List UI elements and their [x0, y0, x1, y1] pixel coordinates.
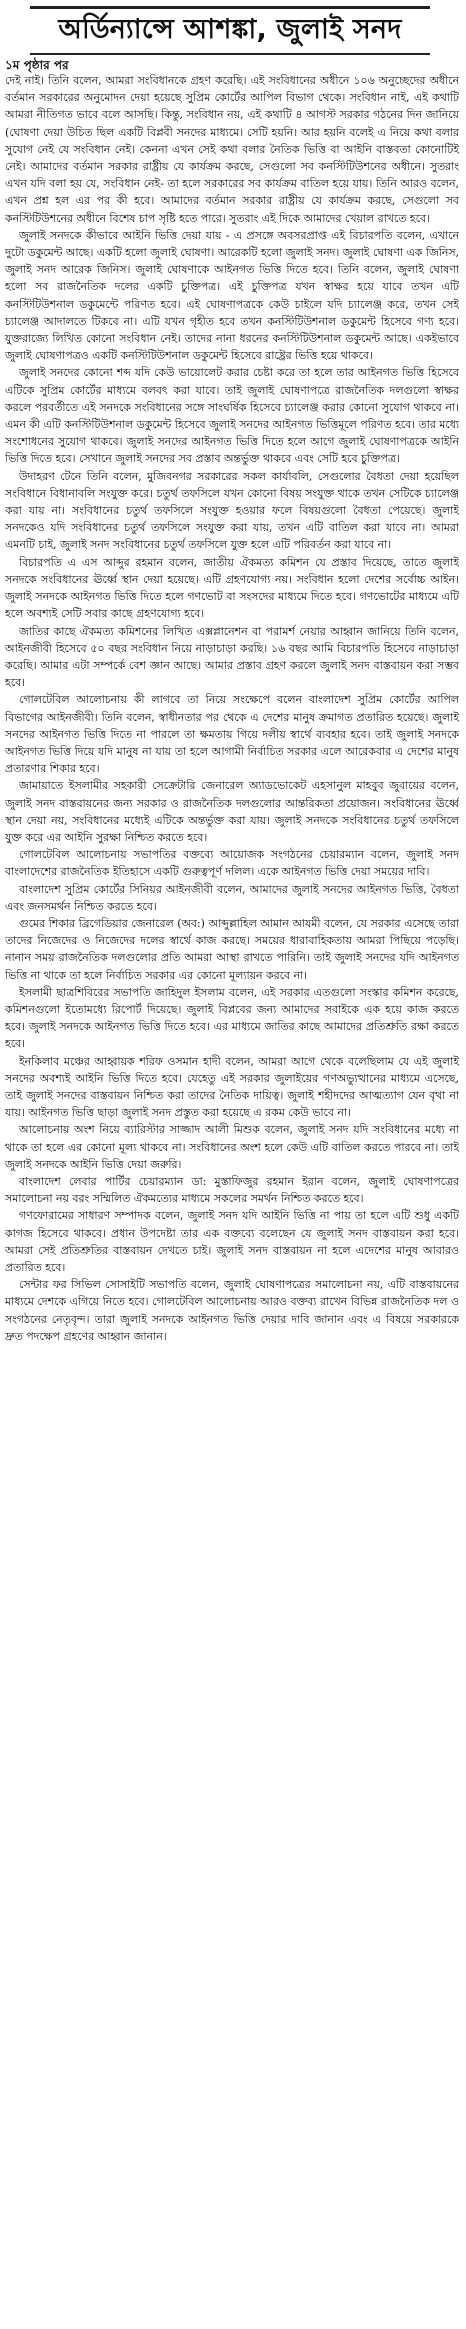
paragraph: গণফোরামের সাধারণ সম্পাদক বলেন, জুলাই সনদ যদি আইনি ভিত্তি না পায় তা হলে এটি শুধু একটি কাগজ হিসেবে থাকবে। প্রধান উপদেষ্টা তার এক বক্তব্যে বলেছেন যে জুলাই সনদ বাস্তবায়ন করা হবে। আমরা সেই প্রতিশ্রুতির বাস্তবায়ন দেখতে চাই। জুলাই সনদ বাস্তবায়ন না হলে এদেশের মানুষ আবারও প্রতারিত হবে।: [5, 1209, 459, 1275]
paragraph: জুলাই সনদের কোনো শব্দ যদি কেউ ভায়োলেট করার চেষ্টা করে তা হলে তার আইনগত ভিত্তি হিসেবে এটিকে সুপ্রিম কোর্টের মাধ্যমে বলবৎ করা যাবে। তাই জুলাই ঘোষণাপত্রে রাজনৈতিক দলগুলো স্বাক্ষর করলে পরবর্তীতে এই সনদকে সংবিধানের সঙ্গে সাংঘর্ষিক হিসেবে চ্যালেঞ্জ করার কোনো সুযোগ থাকবে না। এমন কী এটি কনস্টিটিউশনাল ডকুমেন্ট হিসেবে জুলাই সনদের আইনগত ভিত্তিমূলে পরিণত হবে। তার মধ্যে সংশোধনের সুযোগ থাকবে। জুলাই সনদের আইনগত ভিত্তি দিতে হলে আগে জুলাই ঘোষণাপত্রকে আইনি ভিত্তি দিতে হবে। সেখানে জুলাই সনদের সব প্রস্তাব অন্তর্ভুক্ত থাকবে এবং সেটি হবে চুক্তিপত্র।: [5, 366, 459, 466]
paragraph: দেই নাই। তিনি বলেন, আমরা সংবিধানকে গ্রহণ করেছি। এই সংবিধানের অধীনে ১০৬ অনুচ্ছেদের অধীনে বর্তমান সরকারের অনুমোদন দেয়া হয়েছে সুপ্রিম কোর্টের আপিল বিভাগ থেকে। সংবিধান নাই, এই কথাটি আমরা নীতিগত ভাবে বলে আসছি। কিন্তু, সংবিধান নয়, এই কথাটি ৪ আগস্ট সরকার গঠনের দিন জানিয়ে (ঘোষণা দেয়া উচিত ছিল একটি বিপ্লবী সনদের মাধ্যমে। সেটি হয়নি। আর হয়নি বলেই এ নিয়ে কথা বলার সুযোগ নেই যে সংবিধান নেই। কেননা এখন সেই কথা বলার নৈতিক ভিত্তি বা আইনি বাস্তবতা কোনোটিই নেই। আমাদের বর্তমান সরকার রাষ্ট্রীয় যে কার্যক্রম করছে, সেগুলো সব কনস্টিটিউশনের অধীনে। সুতরাং এখন যদি বলা হয় যে, সংবিধান নেই- তা হলে সরকারের সব কার্যক্রম বাতিল হয়ে যায়। তিনি আরও বলেন, এখন প্রশ্ন হল এর পর কী হবে। আমাদের বর্তমান সরকার রাষ্ট্রীয় যে কার্যক্রম করছে, সেগুলো সব কনস্টিটিউশনের অধীনে বিশেষ চাপ সৃষ্টি হতে পারে। সুতরাং এই দিকে আমাদের খেয়াল রাখতে হবে।: [5, 74, 459, 225]
paragraph: জামায়াতে ইসলামীর সহকারী সেক্রেটারি জেনারেল অ্যাডভোকেট এহসানুল মাহবুব জুবায়ের বলেন, জুলাই সনদ বাস্তবায়নের জন্য সরকার ও রাজনৈতিক দলগুলোর আন্তরিকতা প্রয়োজন। সংবিধানের ঊর্ধ্বে স্থান দেয়া নয়, সংবিধানের মধ্যেই এটিকে অন্তর্ভুক্ত করা যায়। জুলাই সনদকে সংবিধানের চতুর্থ তফসিলে যুক্ত করে এর আইনি সুরক্ষা নিশ্চিত করতে হবে।: [5, 779, 459, 844]
paragraph: জাতির কাছে ঐকমত্য কমিশনের লিখিত এক্সপ্লানেশন বা পরামর্শ নেয়ার আহ্বান জানিয়ে তিনি বলেন, আইনজীবী হিসেবে ৫০ বছর সংবিধান নিয়ে নাড়াচাড়া করছি। ১৬ বছর আমি বিচারপতি হিসেবে নাড়াচাড়া করেছি। আমার এটা সম্পর্কে বেশ জ্ঞান আছে। আমার প্রস্তাব গ্রহণ করলে জুলাই সনদ বাস্তবায়ন করা সম্ভব হবে।: [5, 624, 459, 690]
paragraph: ইসলামী ছাত্রশিবিরের সভাপতি জাহিদুল ইসলাম বলেন, এই সরকার এতগুলো সংস্কার কমিশন করেছে, কমিশনগুলো ইতোমধ্যে রিপোর্ট দিয়েছে। জুলাই বিপ্লবের জন্য আমাদের সবাইকে এক হয়ে কাজ করতে হবে। জুলাই সনদকে আইনগত ভিত্তি দিতে হবে। এর মাধ্যমে জাতির কাছে আমাদের প্রতিশ্রুতি রক্ষা করতে হবে।: [5, 985, 459, 1051]
article-body: [5, 72, 459, 2322]
paragraph: গোলটেবিল আলোচনায় সভাপতির বক্তব্যে আয়োজক সংগঠনের চেয়ারম্যান বলেন, জুলাই সনদ বাংলাদেশের রাজনৈতিক ইতিহাসে একটি গুরুত্বপূর্ণ দলিল। একে আইনগত ভিত্তি দেয়া সময়ের দাবি।: [5, 848, 459, 879]
paragraph: আলোচনায় অংশ নিয়ে ব্যারিস্টার সাজ্জাদ আলী মিশুক বলেন, জুলাই সনদ যদি সংবিধানের মধ্যে না থাকে তা হলে এর কোনো মূল্য থাকবে না। সংবিধানের অংশ হলে কেউ এটি বাতিল করতে পারবে না। তাই জুলাই সনদকে আইনি ভিত্তি দেয়া জরুরি।: [5, 1123, 459, 1171]
paragraph: সেন্টার ফর সিভিল সোসাইটি সভাপতি বলেন, জুলাই ঘোষণাপত্রের সমালোচনা নয়, এটি বাস্তবায়নের মাধ্যমে দেশকে এগিয়ে নিতে হবে। গোলটেবিল আলোচনায় আরও বক্তব্য রাখেন বিভিন্ন রাজনৈতিক দল ও সংগঠনের নেতৃবৃন্দ। তারা জুলাই সনদকে আইনগত ভিত্তি দেয়ার দাবি জানান এবং এ বিষয়ে সরকারকে দ্রুত পদক্ষেপ গ্রহণের আহ্বান জানান।: [5, 1278, 459, 1343]
headline: অর্ডিন্যান্সে আশঙ্কা, জুলাই সনদ: [30, 6, 430, 55]
paragraph: উদাহরণ টেনে তিনি বলেন, মুজিবনগর সরকারের সকল কার্যাবলি, সেগুলোর বৈধতা দেয়া হয়েছিল সংবিধানে বিধানাবলি সংযুক্ত করে। চতুর্থ তফসিলে যখন কোনো বিষয় সংযুক্ত থাকে তখন সেটিকে চ্যালেঞ্জ করা যায় না। সংবিধানের চতুর্থ তফসিলে সংযুক্ত হওয়ার ফলে বিষয়গুলো বৈধতা পেয়েছে। জুলাই সনদকেও যদি সংবিধানের চতুর্থ তফসিলে সংযুক্ত করা যায়, তখন এটি বাতিল করা যাবে না। আমরা এমনটি চাই, জুলাই সনদ সংবিধানের চতুর্থ তফসিলে যুক্ত হলে এটি পরিবর্তন করা যাবে না।: [5, 469, 459, 552]
continued-from-label: ১ম পৃষ্ঠার পর: [5, 58, 69, 72]
paragraph: গুমের শিকার ব্রিগেডিয়ার জেনারেল (অব:) আব্দুল্লাহিল আমান আযমী বলেন, যে সরকার এসেছে তারা তাদের নিজেদের ও নিজেদের দলের স্বার্থে কাজ করছে। সময়ের ধারাবাহিকতায় আমরা পিছিয়ে পড়েছি। নানান সময় রাজনৈতিক দলগুলোর প্রতি আমরা আস্থা রাখতে পারিনি। তাই জুলাই সনদের যদি আইনগত ভিত্তি না থাকে তা হলে নির্বাচিত সরকার এর কোনো মূল্যায়ন করবে না।: [5, 916, 459, 982]
paragraph: ইনকিলাব মঞ্চের আহ্বায়ক শরিফ ওসমান হাদী বলেন, আমরা আগে থেকে বলেছিলাম যে এই জুলাই সনদের অবশ্যই আইনি ভিত্তি দিতে হবে। যেহেতু এই সরকার জুলাইয়ের গণঅভ্যুত্থানের মাধ্যমে এসেছে, তাই জুলাই সনদের বাস্তবায়ন নিশ্চিত করা তাদের নৈতিক দায়িত্ব। জুলাই শহীদদের আত্মত্যাগ যেন বৃথা না যায়। আইনগত ভিত্তি ছাড়া জুলাই সনদ প্রস্তুত করা হয়েছে এ রকম কেউ ভাবে না।: [5, 1054, 459, 1120]
paragraph: বাংলাদেশ সুপ্রিম কোর্টের সিনিয়র আইনজীবী বলেন, আমাদের জুলাই সনদের আইনগত ভিত্তি, বৈধতা এবং জনসমর্থন নিশ্চিত করতে হবে।: [5, 882, 459, 913]
paragraph: বিচারপতি এ এস আব্দুর রহমান বলেন, জাতীয় ঐকমত্য কমিশন যে প্রস্তাব দিয়েছে, তাতে জুলাই সনদকে সংবিধানের ঊর্ধ্বে স্থান দেয়া হয়েছে। এটি গ্রহণযোগ্য নয়। সংবিধান হলো দেশের সর্বোচ্চ আইন। জুলাই সনদকে আইনগত ভিত্তি দিতে হলে গণভোট বা সংসদের মাধ্যমে দিতে হবে। গণভোটের মাধ্যমে এটি হলে অবশ্যই সেটি সবার কাছে গ্রহণযোগ্য হবে।: [5, 555, 459, 621]
paragraph: বাংলাদেশ লেবার পার্টির চেয়ারম্যান ডা: মুস্তাফিজুর রহমান ইরান বলেন, জুলাই ঘোষণাপত্রের সমালোচনা নয় বরং সম্মিলিত ঐকমত্যের মাধ্যমে সকলের সমর্থন নিশ্চিত করতে হবে।: [5, 1175, 459, 1206]
paragraph: জুলাই সনদকে কীভাবে আইনি ভিত্তি দেয়া যায় - এ প্রসঙ্গে অবসরপ্রাপ্ত এই বিচারপতি বলেন, এখানে দুটো ডকুমেন্ট আছে। একটি হলো জুলাই ঘোষণা। আরেকটি হলো জুলাই সনদ। জুলাই ঘোষণা এক জিনিস, জুলাই সনদ আরেক জিনিস। জুলাই ঘোষণাকে আইনগত ভিত্তি দিতে হবে। তিনি বলেন, জুলাই ঘোষণা হলো সব রাজনৈতিক দলের একটি চুক্তিপত্র। এই চুক্তিপত্র যখন স্বাক্ষর হয়ে যাবে তখন এটি কনস্টিটিউশনাল ডকুমেন্টে পরিণত হবে। এই ঘোষণাপত্রকে কেউ চাইলে যদি চ্যালেঞ্জ করে, তখন সেই চ্যালেঞ্জ আদালতে টিকবে না। এটি যখন গৃহীত হবে তখন কনস্টিটিউশনাল ডকুমেন্ট হিসেবে গণ্য হবে। যুক্তরাজ্যে লিখিত কোনো সংবিধান নেই। তাদের নানা ধরনের কনস্টিটিউশনাল ডকুমেন্ট আছে। একইভাবে জুলাই ঘোষণাপত্রও একটি কনস্টিটিউশনাল ডকুমেন্ট হিসেবে রাষ্ট্রের ভিত্তি হয়ে থাকবে।: [5, 228, 459, 363]
paragraph: গোলটেবিল আলোচনায় কী লাগবে তা নিয়ে সংক্ষেপে বলেন বাংলাদেশ সুপ্রিম কোর্টের আপিল বিভাগের আইনজীবী। তিনি বলেন, স্বাধীনতার পর থেকে এ দেশের মানুষ ক্রমাগত প্রতারিত হয়েছে। জুলাই সনদের আইনগত ভিত্তি দিতে না পারলে তা ক্ষমতায় গিয়ে দলীয় স্বার্থে ব্যবহার হবে। তাই জুলাই সনদকে আইনগত ভিত্তি দিয়ে যদি মানুষ না যায় তা হলে আগামী নির্বাচিত সরকার এলে আরেকবার এ দেশের মানুষ প্রতারণার শিকার হবে।: [5, 693, 459, 776]
